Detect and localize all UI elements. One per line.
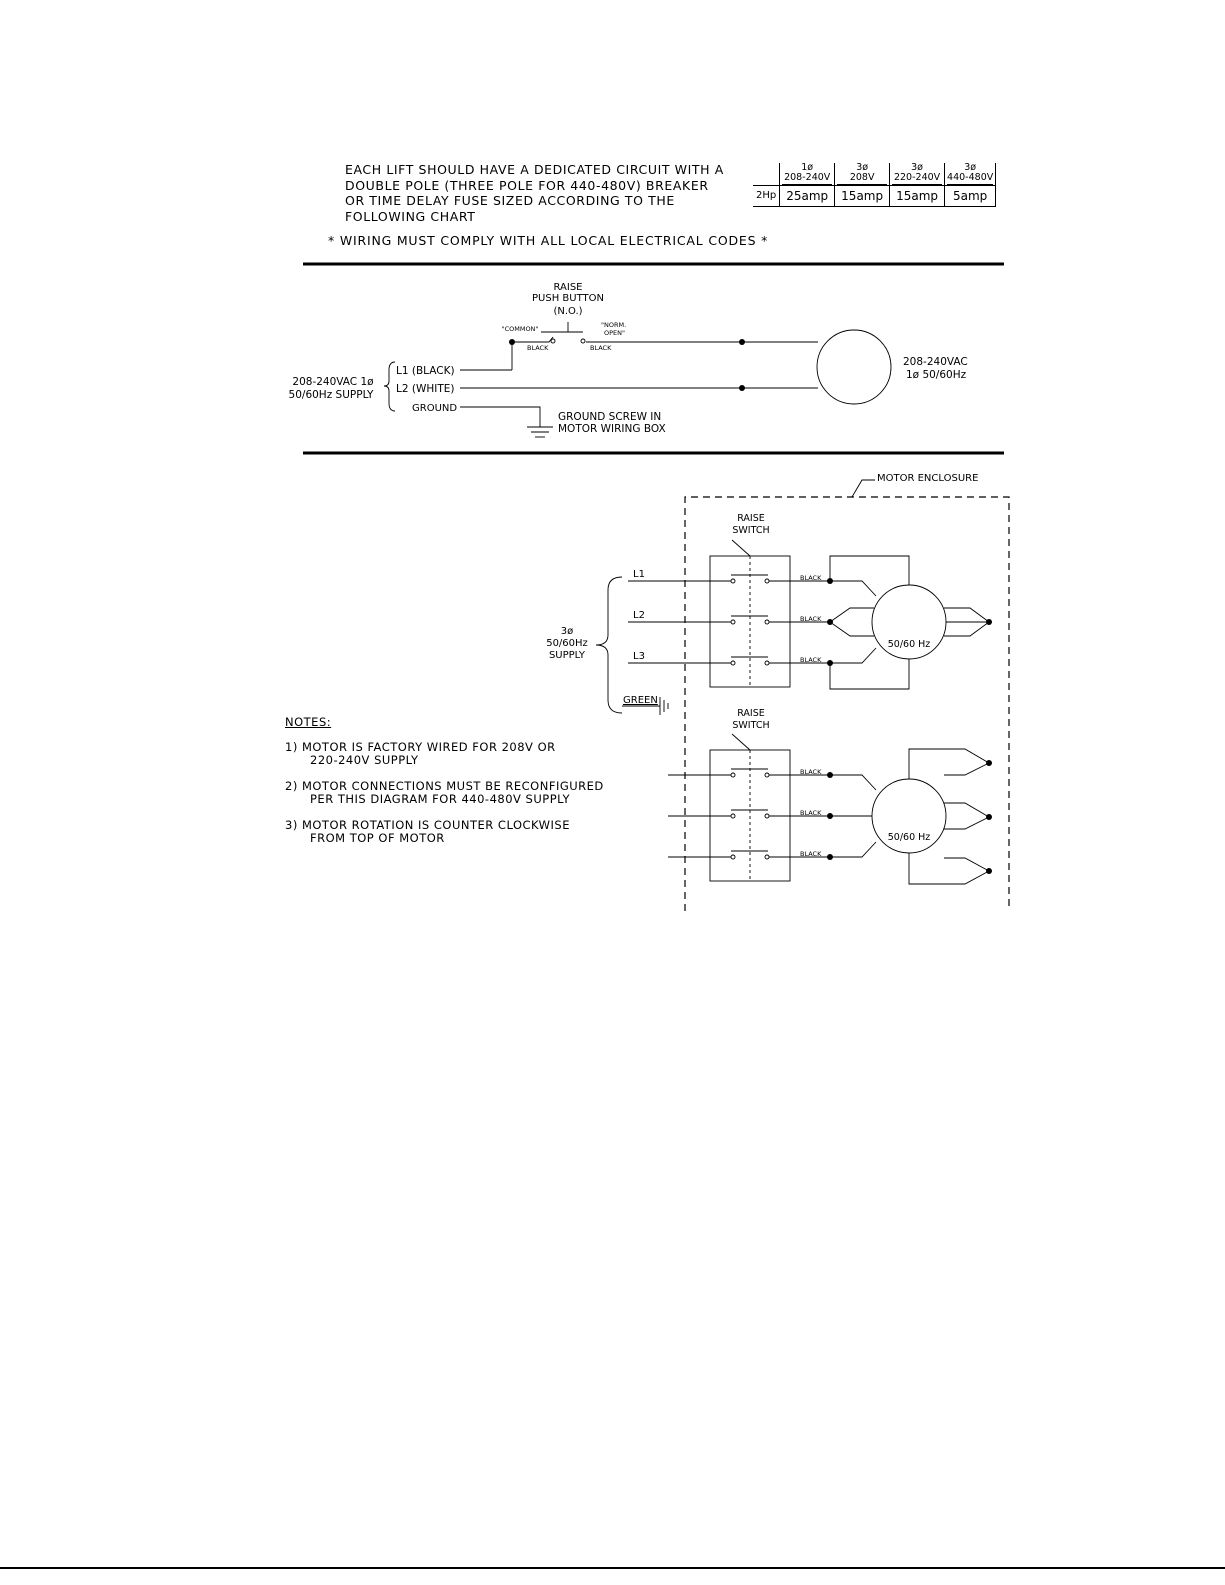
common-label: "COMMON" — [501, 325, 539, 333]
ground-screw-label: MOTOR WIRING BOX — [558, 423, 666, 435]
note-line: 1) MOTOR IS FACTORY WIRED FOR 208V OR — [285, 740, 556, 754]
motor-hz-label: 50/60 Hz — [887, 832, 931, 843]
supply-label: 208-240VAC 1ø — [292, 376, 374, 388]
norm-open-label: OPEN" — [604, 329, 625, 337]
terminal-dot — [986, 814, 992, 820]
norm-open-label: "NORM. — [601, 321, 627, 329]
raise-switch-label: SWITCH — [732, 720, 770, 731]
intro-line: DOUBLE POLE (THREE POLE FOR 440-480V) BREAKER — [345, 177, 709, 193]
black-wire-label: BLACK — [590, 344, 612, 352]
terminal-dot — [986, 619, 992, 625]
intro-line: FOLLOWING CHART — [345, 208, 476, 224]
supply-label: 50/60Hz SUPPLY — [288, 389, 374, 401]
terminal-dot — [827, 660, 833, 666]
intro-line: EACH LIFT SHOULD HAVE A DEDICATED CIRCUIT WITH A — [345, 162, 724, 177]
raise-title: RAISE — [553, 282, 583, 293]
black-wire-label: BLACK — [800, 615, 822, 623]
breaker-value: 5amp — [945, 186, 996, 207]
line-l1-label: L1 — [633, 569, 645, 580]
line-l2-label: L2 — [633, 610, 645, 621]
supply-phase-label: SUPPLY — [548, 650, 586, 661]
push-button-label: PUSH BUTTON — [532, 293, 604, 304]
note-item — [285, 741, 604, 767]
terminal-dot — [986, 760, 992, 766]
black-wire-label: BLACK — [527, 344, 549, 352]
supply-phase-label: 50/60Hz — [546, 638, 588, 649]
breaker-value: 15amp — [835, 186, 890, 207]
codes-note: * WIRING MUST COMPLY WITH ALL LOCAL ELECTRICAL CODES * — [328, 233, 769, 248]
raise-switch-label: RAISE — [737, 513, 765, 524]
normally-open-label: (N.O.) — [553, 306, 583, 317]
raise-switch-label: SWITCH — [732, 525, 770, 536]
black-wire-label: BLACK — [800, 574, 822, 582]
note-line: 2) MOTOR CONNECTIONS MUST BE RECONFIGURED — [285, 779, 604, 793]
breaker-col-header: 3ø 440-480V — [945, 163, 996, 186]
terminal-dot — [827, 813, 833, 819]
terminal-dot — [827, 578, 833, 584]
note-item — [285, 819, 604, 845]
supply-phase-label: 3ø — [560, 626, 574, 637]
green-ground-label: GREEN — [623, 695, 658, 706]
black-wire-label: BLACK — [800, 850, 822, 858]
breaker-row-label: 2Hp — [753, 186, 780, 207]
note-line: 3) MOTOR ROTATION IS COUNTER CLOCKWISE — [285, 818, 570, 832]
motor-hz-label: 50/60 Hz — [887, 639, 931, 650]
upper-three-phase-circuit — [596, 540, 989, 715]
breaker-col-header: 3ø 220-240V — [890, 163, 945, 186]
black-wire-label: BLACK — [800, 809, 822, 817]
breaker-col-header: 1ø 208-240V — [780, 163, 835, 186]
terminal-dot — [827, 772, 833, 778]
terminal-dot — [827, 854, 833, 860]
ground-label: GROUND — [412, 403, 458, 414]
l1-label: L1 (BLACK) — [396, 365, 455, 377]
breaker-value: 15amp — [890, 186, 945, 207]
lower-three-phase-circuit — [668, 734, 989, 884]
terminal-dot — [986, 868, 992, 874]
terminal-dot — [827, 619, 833, 625]
black-wire-label: BLACK — [800, 656, 822, 664]
footer-rule — [0, 1567, 1225, 1569]
notes-heading: NOTES: — [285, 715, 332, 729]
enclosure-leader — [852, 480, 875, 497]
breaker-col-header: 3ø 208V — [835, 163, 890, 186]
junction-dot — [739, 385, 745, 391]
motor-rating-label: 208-240VAC — [903, 356, 968, 368]
ground-screw-label: GROUND SCREW IN — [558, 411, 662, 423]
note-line: 220-240V SUPPLY — [310, 753, 419, 767]
raise-switch-label: RAISE — [737, 708, 765, 719]
black-wire-label: BLACK — [800, 768, 822, 776]
notes-section — [285, 716, 604, 858]
note-item — [285, 780, 604, 806]
junction-dot — [739, 339, 745, 345]
motor-rating-label: 1ø 50/60Hz — [906, 369, 967, 381]
intro-line: OR TIME DELAY FUSE SIZED ACCORDING TO THE — [345, 193, 675, 208]
l2-label: L2 (WHITE) — [396, 383, 455, 395]
junction-dot — [509, 339, 515, 345]
breaker-value: 25amp — [780, 186, 835, 207]
note-line: PER THIS DIAGRAM FOR 440-480V SUPPLY — [310, 792, 571, 806]
note-line: FROM TOP OF MOTOR — [310, 831, 445, 845]
motor-enclosure-boundary — [685, 497, 1009, 911]
motor-enclosure-label: MOTOR ENCLOSURE — [877, 473, 979, 484]
line-l3-label: L3 — [633, 651, 645, 662]
